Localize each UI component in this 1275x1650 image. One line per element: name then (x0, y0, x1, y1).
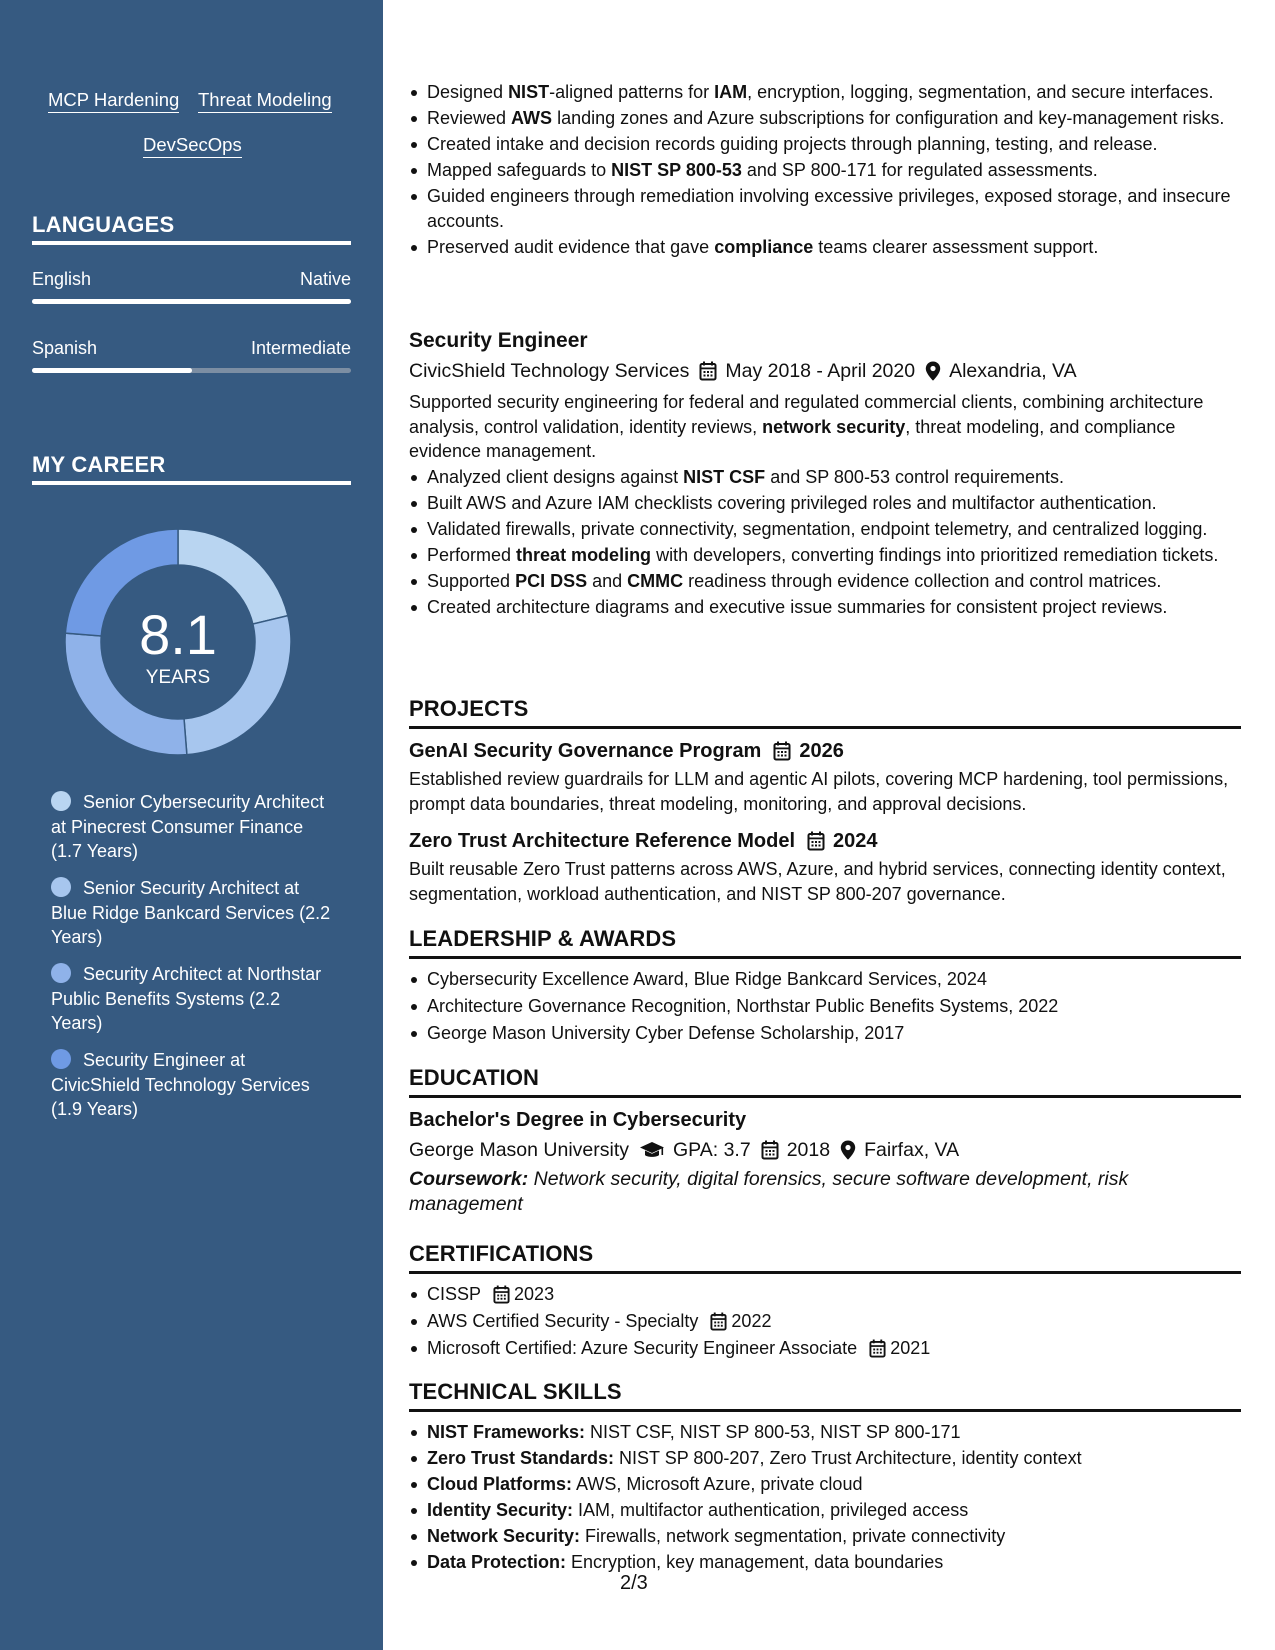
calendar-icon (807, 831, 825, 851)
calendar-icon (761, 1140, 779, 1160)
skill-value: Firewalls, network segmentation, private connectivity (580, 1526, 1006, 1546)
skill-label: Cloud Platforms: (427, 1474, 573, 1494)
job-title: Security Engineer (409, 329, 588, 352)
career-item (51, 790, 331, 864)
career-item-text: Senior Cybersecurity Architect at Pinecrest Consumer Finance (1.7 Years) (51, 792, 325, 861)
prev-job-bullets (409, 80, 1241, 259)
skill-tag: DevSecOps (143, 133, 242, 158)
projects-section (409, 695, 1241, 906)
project-entry (409, 738, 1241, 816)
project-description: Built reusable Zero Trust patterns across AWS, Azure, and hybrid services, connecting identity context, segmentation, workload authentication, and NIST SP 800-207 governance. (409, 859, 1226, 904)
sidebar (0, 0, 383, 1650)
certification-year: 2021 (890, 1338, 931, 1358)
section-heading: LEADERSHIP & AWARDS (409, 926, 677, 951)
project-title (409, 738, 1241, 764)
skill-tag: Threat Modeling (198, 88, 332, 113)
certification-name: Microsoft Certified: Azure Security Engineer Associate (427, 1338, 858, 1358)
certification-year: 2022 (731, 1311, 772, 1331)
job-bullet: Designed NIST-aligned patterns for IAM, encryption, logging, segmentation, and secure interfaces. (409, 80, 1241, 105)
skills-section (409, 1378, 1241, 1575)
language-bar (32, 299, 351, 304)
skill-item (409, 1446, 1241, 1471)
location-pin-icon (840, 1140, 856, 1160)
project-name: GenAI Security Governance Program (409, 740, 762, 762)
page-number: 2/3 (620, 1572, 648, 1594)
certification-year: 2023 (514, 1284, 555, 1304)
skill-label: Identity Security: (427, 1500, 574, 1520)
section-rule (409, 1409, 1241, 1412)
coursework-label: Coursework: (409, 1168, 529, 1190)
section-heading: TECHNICAL SKILLS (409, 1379, 622, 1404)
career-item (51, 1048, 331, 1122)
languages-heading: LANGUAGES (32, 212, 175, 237)
skill-item (409, 1472, 1241, 1497)
project-year: 2026 (799, 740, 844, 762)
section-rule (409, 1271, 1241, 1274)
job-summary: Supported security engineering for federal and regulated commercial clients, combining architecture analysis, control validation, identity reviews, network security, threat modeling, and compliance evidence management. (409, 392, 1204, 461)
project-entry (409, 828, 1241, 906)
certifications-section (409, 1240, 1241, 1361)
section-rule (409, 1095, 1241, 1098)
coursework-text: Network security, digital forensics, secure software development, risk management (409, 1168, 1129, 1215)
language-name: English (32, 269, 92, 289)
section-heading: CERTIFICATIONS (409, 1241, 594, 1266)
career-total: 8.1 (139, 603, 217, 666)
skill-value: IAM, multifactor authentication, privileged access (573, 1500, 969, 1520)
career-item (51, 962, 331, 1036)
skill-tag: MCP Hardening (48, 88, 179, 113)
language-bar-fill (32, 368, 192, 373)
job-bullet: Created architecture diagrams and executive issue summaries for consistent project reviews. (409, 595, 1241, 620)
career-item-text: Senior Security Architect at Blue Ridge Bankcard Services (2.2 Years) (51, 878, 331, 947)
skill-value: NIST CSF, NIST SP 800-53, NIST SP 800-171 (585, 1422, 961, 1442)
job-dates: May 2018 - April 2020 (725, 360, 916, 382)
school-name: George Mason University (409, 1139, 630, 1161)
job-meta (409, 358, 1241, 384)
certification-item (409, 1336, 1241, 1361)
career-total-unit: YEARS (145, 667, 211, 688)
project-name: Zero Trust Architecture Reference Model (409, 830, 796, 852)
skill-item (409, 1498, 1241, 1523)
career-item-text: Security Engineer at CivicShield Technology Services (1.9 Years) (51, 1050, 310, 1119)
calendar-icon (869, 1339, 886, 1358)
career-item (51, 876, 331, 950)
education-meta (409, 1137, 1241, 1163)
job-bullet: Guided engineers through remediation involving excessive privileges, exposed storage, and insecure accounts. (409, 184, 1241, 233)
job-location: Alexandria, VA (949, 360, 1077, 382)
main-content (409, 0, 1241, 1650)
career-donut-chart (64, 528, 292, 756)
job-company: CivicShield Technology Services (409, 360, 690, 382)
award-item: Architecture Governance Recognition, Northstar Public Benefits Systems, 2022 (409, 994, 1241, 1019)
section-rule (409, 726, 1241, 729)
graduation-cap-icon (639, 1140, 665, 1160)
certification-item (409, 1282, 1241, 1307)
project-title (409, 828, 1241, 854)
degree-title: Bachelor's Degree in Cybersecurity (409, 1109, 747, 1131)
job-bullet: Performed threat modeling with developers, converting findings into prioritized remediation tickets. (409, 543, 1241, 568)
job-bullet: Validated firewalls, private connectivity, segmentation, endpoint telemetry, and centralized logging. (409, 517, 1241, 542)
career-item-text: Security Architect at Northstar Public Benefits Systems (2.2 Years) (51, 964, 322, 1033)
skill-label: Zero Trust Standards: (427, 1448, 615, 1468)
calendar-icon (710, 1312, 727, 1331)
gpa: GPA: 3.7 (673, 1139, 751, 1161)
career-heading: MY CAREER (32, 452, 166, 477)
language-bar-fill (32, 299, 351, 304)
certification-name: AWS Certified Security - Specialty (427, 1311, 699, 1331)
language-name: Spanish (32, 338, 98, 358)
language-level: Intermediate (250, 338, 351, 358)
graduation-year: 2018 (786, 1139, 831, 1161)
skill-value: AWS, Microsoft Azure, private cloud (572, 1474, 863, 1494)
job-bullet: Built AWS and Azure IAM checklists covering privileged roles and multifactor authentication. (409, 491, 1241, 516)
job-bullet: Mapped safeguards to NIST SP 800-53 and SP 800-171 for regulated assessments. (409, 158, 1241, 183)
section-heading: EDUCATION (409, 1065, 540, 1090)
languages-rule (32, 241, 351, 245)
skill-label: Data Protection: (427, 1552, 567, 1572)
calendar-icon (773, 741, 791, 761)
skill-value: Encryption, key management, data boundaries (566, 1552, 944, 1572)
skill-label: NIST Frameworks: (427, 1422, 586, 1442)
certification-item (409, 1309, 1241, 1334)
award-item: Cybersecurity Excellence Award, Blue Ridge Bankcard Services, 2024 (409, 967, 1241, 992)
job-bullet: Created intake and decision records guiding projects through planning, testing, and release. (409, 132, 1241, 157)
language-bar (32, 368, 351, 373)
skill-label: Network Security: (427, 1526, 581, 1546)
language-level: Native (299, 269, 351, 289)
project-year: 2024 (833, 830, 878, 852)
awards-section (409, 925, 1241, 1046)
skill-item (409, 1420, 1241, 1445)
certification-name: CISSP (427, 1284, 482, 1304)
job-bullet: Supported PCI DSS and CMMC readiness through evidence collection and control matrices. (409, 569, 1241, 594)
job-entry (409, 328, 1241, 619)
award-item: George Mason University Cyber Defense Scholarship, 2017 (409, 1021, 1241, 1046)
location-pin-icon (925, 361, 941, 381)
calendar-icon (699, 361, 717, 381)
career-dot (51, 877, 71, 897)
section-rule (409, 956, 1241, 959)
career-dot (51, 791, 71, 811)
skill-item (409, 1524, 1241, 1549)
job-bullet: Reviewed AWS landing zones and Azure subscriptions for configuration and key-management risks. (409, 106, 1241, 131)
job-bullet: Preserved audit evidence that gave compliance teams clearer assessment support. (409, 235, 1241, 260)
school-location: Fairfax, VA (864, 1139, 960, 1161)
section-heading: PROJECTS (409, 696, 529, 721)
project-description: Established review guardrails for LLM and agentic AI pilots, covering MCP hardening, tool permissions, prompt data boundaries, threat modeling, monitoring, and approval decisions. (409, 769, 1229, 814)
calendar-icon (493, 1285, 510, 1304)
skill-item (409, 1550, 1241, 1575)
skill-value: NIST SP 800-207, Zero Trust Architecture, identity context (614, 1448, 1082, 1468)
career-dot (51, 1049, 71, 1069)
job-bullet: Analyzed client designs against NIST CSF and SP 800-53 control requirements. (409, 465, 1241, 490)
coursework (409, 1167, 1241, 1216)
career-rule (32, 481, 351, 485)
education-section (409, 1064, 1241, 1216)
career-dot (51, 963, 71, 983)
